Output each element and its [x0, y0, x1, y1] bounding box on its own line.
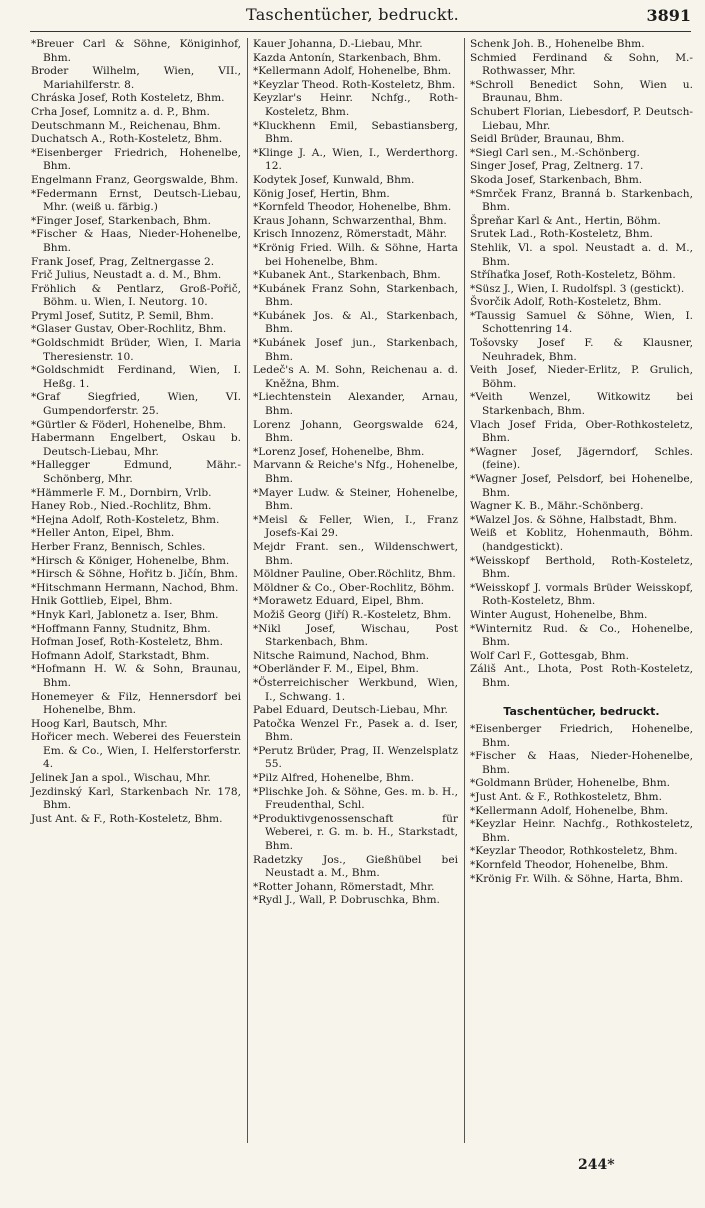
header-rule — [30, 31, 691, 32]
directory-entry: *Klinge J. A., Wien, I., Werderthorg. 12. — [253, 146, 458, 173]
directory-entry: *Kellermann Adolf, Hohenelbe, Bhm. — [470, 804, 669, 817]
directory-entry: *Nikl Josef, Wischau, Post Starkenbach, Bhm. — [253, 622, 458, 649]
directory-entry: *Fischer & Haas, Nieder-Hohenelbe, Bhm. — [31, 228, 241, 254]
directory-entry: König Josef, Hertin, Bhm. — [253, 187, 390, 200]
directory-entry: *Goldschmidt Ferdinand, Wien, I. Heßg. 1. — [31, 364, 241, 390]
directory-entry: Skoda Josef, Starkenbach, Bhm. — [470, 173, 643, 186]
directory-entry: Marvann & Reiche's Nfg., Hohenelbe, Bhm. — [253, 459, 458, 485]
directory-entry: Möldner Pauline, Ober.Röchlitz, Bhm. — [253, 568, 456, 581]
directory-entry: Pryml Josef, Sutitz, P. Semil, Bhm. — [31, 309, 214, 322]
directory-entry: *Fischer & Haas, Nieder-Hohenelbe, Bhm. — [470, 750, 693, 776]
directory-entry: *Hitschmann Hermann, Nachod, Bhm. — [31, 581, 239, 594]
directory-entry: Duchatsch A., Roth-Kosteletz, Bhm. — [31, 133, 223, 146]
directory-entry: *Just Ant. & F., Rothkosteletz, Bhm. — [470, 791, 662, 804]
directory-entry: *Federmann Ernst, Deutsch-Liebau, Mhr. (weiß u. färbig.) — [31, 187, 241, 214]
directory-entry: Wagner K. B., Mähr.-Schönberg. — [470, 500, 644, 513]
directory-entry: *Lorenz Josef, Hohenelbe, Bhm. — [253, 445, 425, 458]
column-1 — [31, 38, 241, 826]
directory-entry: Švorčik Adolf, Roth-Kosteletz, Bhm. — [470, 296, 662, 309]
signature-mark: 244* — [578, 1157, 615, 1173]
directory-entry: Špreňar Karl & Ant., Hertin, Böhm. — [470, 214, 661, 227]
directory-entry: *Kubanek Ant., Starkenbach, Bhm. — [253, 269, 441, 282]
directory-entry: *Kornfeld Theodor, Hohenelbe, Bhm. — [470, 859, 669, 872]
directory-entry: Lorenz Johann, Georgswalde 624, Bhm. — [253, 418, 458, 445]
directory-entry: Jelinek Jan a spol., Wischau, Mhr. — [31, 772, 211, 785]
directory-entry: *Kornfeld Theodor, Hohenelbe, Bhm. — [253, 201, 452, 214]
column-3-entries — [470, 38, 693, 691]
directory-entry: Seidl Brüder, Braunau, Bhm. — [470, 133, 625, 146]
directory-entry: *Keyzlar Theod. Roth-Kosteletz, Bhm. — [253, 78, 456, 91]
column-3 — [470, 38, 693, 886]
directory-entry: Mejdr Frant. sen., Wildenschwert, Bhm. — [253, 540, 458, 567]
directory-entry: *Wagner Josef, Pelsdorf, bei Hohenelbe, Bhm. — [470, 473, 693, 499]
page-number: 3891 — [646, 6, 691, 25]
directory-entry: *Weisskopf Berthold, Roth-Kosteletz, Bhm. — [470, 554, 693, 581]
directory-entry: *Krönig Fr. Wilh. & Söhne, Harta, Bhm. — [470, 872, 684, 885]
directory-entry: *Goldschmidt Brüder, Wien, I. Maria Theresienstr. 10. — [31, 337, 241, 363]
directory-entry: Fröhlich & Pentlarz, Groß-Pořič, Böhm. u. Wien, I. Neutorg. 10. — [31, 282, 241, 309]
column-divider — [464, 38, 465, 1143]
directory-entry: Engelmann Franz, Georgswalde, Bhm. — [31, 173, 239, 186]
directory-entry: Kazda Antonín, Starkenbach, Bhm. — [253, 51, 442, 64]
directory-entry: *Österreichischer Werkbund, Wien, I., Schwang. 1. — [253, 676, 458, 703]
directory-entry: Wolf Carl F., Gottesgab, Bhm. — [470, 649, 629, 662]
directory-entry: Nitsche Raimund, Nachod, Bhm. — [253, 649, 430, 662]
directory-entry: Kauer Johanna, D.-Liebau, Mhr. — [253, 38, 423, 50]
directory-entry: *Weisskopf J. vormals Brüder Weisskopf, Roth-Kosteletz, Bhm. — [470, 581, 693, 608]
directory-entry: *Taussig Samuel & Söhne, Wien, I. Schottenring 14. — [470, 309, 693, 336]
directory-entry: Krisch Innozenz, Römerstadt, Mähr. — [253, 228, 447, 241]
directory-entry: Möldner & Co., Ober-Rochlitz, Böhm. — [253, 581, 455, 594]
directory-entry: Pabel Eduard, Deutsch-Liebau, Mhr. — [253, 704, 448, 717]
directory-entry: Schmied Ferdinand & Sohn, M.-Rothwasser, Mhr. — [470, 51, 693, 78]
directory-entry: *Plischke Joh. & Söhne, Ges. m. b. H., Freudenthal, Schl. — [253, 785, 458, 812]
directory-entry: *Finger Josef, Starkenbach, Bhm. — [31, 214, 211, 227]
directory-entry: Just Ant. & F., Roth-Kosteletz, Bhm. — [31, 812, 223, 825]
directory-entry: *Goldmann Brüder, Hohenelbe, Bhm. — [470, 777, 671, 790]
directory-entry: Frič Julius, Neustadt a. d. M., Bhm. — [31, 269, 222, 282]
directory-entry: Ledeč's A. M. Sohn, Reichenau a. d. Kněžna, Bhm. — [253, 364, 458, 390]
directory-entry: Tošovsky Josef F. & Klausner, Neuhradek, Bhm. — [470, 337, 693, 363]
directory-entry: Chráska Josef, Roth Kosteletz, Bhm. — [31, 92, 225, 105]
directory-entry: *Süsz J., Wien, I. Rudolfspl. 3 (gestickt). — [470, 282, 685, 295]
directory-entry: *Walzel Jos. & Söhne, Halbstadt, Bhm. — [470, 513, 677, 526]
directory-entry: *Hallegger Edmund, Mähr.-Schönberg, Mhr. — [31, 459, 241, 485]
page-title: Taschentücher, bedruckt. — [245, 5, 460, 24]
directory-entry: *Siegl Carl sen., M.-Schönberg. — [470, 146, 640, 159]
directory-entry: Kodytek Josef, Kunwald, Bhm. — [253, 173, 415, 186]
directory-entry: Kraus Johann, Schwarzenthal, Bhm. — [253, 214, 447, 227]
directory-entry: *Kubánek Josef jun., Starkenbach, Bhm. — [253, 337, 458, 363]
directory-entry: Vlach Josef Frida, Ober-Rothkosteletz, Bhm. — [470, 418, 693, 445]
directory-entry: Weiß et Koblitz, Hohenmauth, Böhm. (handgestickt). — [470, 527, 693, 553]
directory-entry: *Kubánek Franz Sohn, Starkenbach, Bhm. — [253, 282, 458, 309]
directory-entry: *Hejna Adolf, Roth-Kosteletz, Bhm. — [31, 513, 220, 526]
directory-entry: *Wagner Josef, Jägerndorf, Schles. (feine). — [470, 445, 693, 472]
directory-entry: *Hofmann H. W. & Sohn, Braunau, Bhm. — [31, 663, 241, 689]
directory-entry: Stehlik, Vl. a spol. Neustadt a. d. M., Bhm. — [470, 241, 693, 268]
directory-entry: *Mayer Ludw. & Steiner, Hohenelbe, Bhm. — [253, 486, 458, 513]
directory-entry: *Hirsch & Söhne, Hořitz b. Jičín, Bhm. — [31, 568, 238, 581]
directory-entry: Jezdinský Karl, Starkenbach Nr. 178, Bhm. — [31, 785, 241, 812]
directory-entry: *Rotter Johann, Römerstadt, Mhr. — [253, 880, 435, 893]
directory-entry: *Eisenberger Friedrich, Hohenelbe, Bhm. — [31, 146, 241, 173]
directory-entry: *Glaser Gustav, Ober-Rochlitz, Bhm. — [31, 323, 227, 336]
section-heading: Taschentücher, bedruckt. — [503, 704, 660, 718]
directory-entry: Singer Josef, Prag, Zeltnerg. 17. — [470, 160, 644, 173]
directory-entry: *Keyzlar Heinr. Nachfg., Rothkosteletz, Bhm. — [470, 818, 693, 844]
directory-entry: Patočka Wenzel Fr., Pasek a. d. Iser, Bhm. — [253, 717, 458, 744]
directory-entry: *Morawetz Eduard, Eipel, Bhm. — [253, 595, 424, 608]
column-divider — [247, 38, 248, 1143]
directory-entry: Stříhaťka Josef, Roth-Kosteletz, Böhm. — [470, 269, 676, 282]
directory-entry: Broder Wilhelm, Wien, VII., Mariahilferstr. 8. — [31, 65, 241, 91]
directory-entry: *Meisl & Feller, Wien, I., Franz Josefs-Kai 29. — [253, 513, 458, 540]
directory-entry: *Kluckhenn Emil, Sebastiansberg, Bhm. — [253, 119, 458, 146]
directory-entry: *Gürtler & Föderl, Hohenelbe, Bhm. — [31, 418, 227, 431]
directory-entry: *Hämmerle F. M., Dornbirn, Vrlb. — [31, 486, 212, 499]
directory-entry: *Hoffmann Fanny, Studnitz, Bhm. — [31, 622, 211, 635]
directory-entry: *Winternitz Rud. & Co., Hohenelbe, Bhm. — [470, 622, 693, 649]
directory-entry: *Smrček Franz, Branná b. Starkenbach, Bhm. — [470, 187, 693, 214]
directory-entry: *Breuer Carl & Söhne, Königinhof, Bhm. — [31, 38, 241, 64]
directory-entry: *Krönig Fried. Wilh. & Söhne, Harta bei Hohenelbe, Bhm. — [253, 241, 458, 268]
directory-entry: Hofmann Adolf, Starkstadt, Bhm. — [31, 649, 210, 662]
directory-entry: *Liechtenstein Alexander, Arnau, Bhm. — [253, 391, 458, 418]
directory-entry: Srutek Lad., Roth-Kosteletz, Bhm. — [470, 228, 653, 241]
directory-entry: Herber Franz, Bennisch, Schles. — [31, 540, 206, 553]
directory-entry: Schenk Joh. B., Hohenelbe Bhm. — [470, 38, 645, 50]
directory-entry: *Eisenberger Friedrich, Hohenelbe, Bhm. — [470, 723, 693, 749]
directory-entry: *Perutz Brüder, Prag, II. Wenzelsplatz 55. — [253, 744, 458, 771]
directory-entry: Deutschmann M., Reichenau, Bhm. — [31, 119, 221, 132]
directory-entry: Záliš Ant., Lhota, Post Roth-Kosteletz, Bhm. — [470, 663, 693, 689]
directory-entry: *Keyzlar Theodor, Rothkosteletz, Bhm. — [470, 845, 678, 858]
directory-entry: Možiš Georg (Jiří) R.-Kosteletz, Bhm. — [253, 608, 452, 621]
directory-entry: *Rydl J., Wall, P. Dobruschka, Bhm. — [253, 894, 440, 907]
directory-entry: Honemeyer & Filz, Hennersdorf bei Hohenelbe, Bhm. — [31, 690, 241, 717]
directory-entry: *Veith Wenzel, Witkowitz bei Starkenbach, Bhm. — [470, 391, 693, 418]
directory-entry: Hoog Karl, Bautsch, Mhr. — [31, 717, 168, 730]
directory-entry: Frank Josef, Prag, Zeltnergasse 2. — [31, 255, 215, 268]
directory-entry: *Kubánek Jos. & Al., Starkenbach, Bhm. — [253, 309, 458, 336]
directory-entry: *Pilz Alfred, Hohenelbe, Bhm. — [253, 772, 414, 785]
directory-entry: *Produktivgenossenschaft für Weberei, r. G. m. b. H., Starkstadt, Bhm. — [253, 812, 458, 853]
directory-entry: *Schroll Benedict Sohn, Wien u. Braunau, Bhm. — [470, 78, 693, 105]
directory-entry: Haney Rob., Nied.-Rochlitz, Bhm. — [31, 500, 212, 513]
directory-entry: Habermann Engelbert, Oskau b. Deutsch-Liebau, Mhr. — [31, 432, 241, 458]
directory-entry: Winter August, Hohenelbe, Bhm. — [470, 608, 648, 621]
section-entries — [470, 723, 693, 886]
directory-entry: Hnik Gottlieb, Eipel, Bhm. — [31, 595, 173, 608]
directory-entry: Hořicer mech. Weberei des Feuerstein Em. & Co., Wien, I. Helferstorferstr. 4. — [31, 731, 241, 771]
directory-entry: Crha Josef, Lomnitz a. d. P., Bhm. — [31, 105, 210, 118]
directory-entry: Schubert Florian, Liebesdorf, P. Deutsch-Liebau, Mhr. — [470, 105, 693, 132]
directory-entry: Keyzlar's Heinr. Nchfg., Roth-Kosteletz, Bhm. — [253, 92, 458, 118]
directory-entry: *Heller Anton, Eipel, Bhm. — [31, 527, 175, 540]
directory-entry: *Kellermann Adolf, Hohenelbe, Bhm. — [253, 65, 452, 78]
directory-entry: *Graf Siegfried, Wien, VI. Gumpendorferstr. 25. — [31, 391, 241, 418]
directory-entry: *Oberländer F. M., Eipel, Bhm. — [253, 663, 419, 676]
directory-entry: Veith Josef, Nieder-Erlitz, P. Grulich, Böhm. — [470, 364, 693, 390]
directory-entry: *Hirsch & Königer, Hohenelbe, Bhm. — [31, 554, 230, 567]
column-2 — [253, 38, 458, 908]
directory-entry: Hofman Josef, Roth-Kosteletz, Bhm. — [31, 636, 223, 649]
directory-entry: Radetzky Jos., Gießhübel bei Neustadt a. M., Bhm. — [253, 853, 458, 880]
directory-entry: *Hnyk Karl, Jablonetz a. Iser, Bhm. — [31, 608, 219, 621]
